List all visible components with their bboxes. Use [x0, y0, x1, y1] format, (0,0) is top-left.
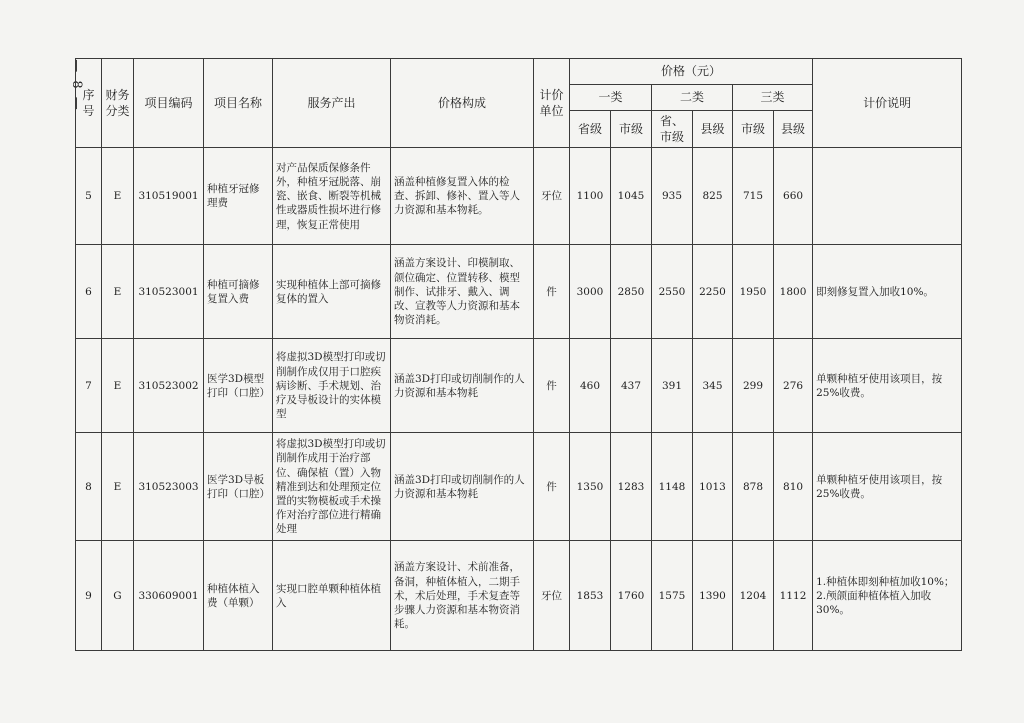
note-line: 2.颅颌面种植体植入加收30%。: [816, 589, 932, 616]
cell-price: 825: [693, 148, 733, 245]
header-code: 项目编码: [134, 59, 204, 148]
header-sub-level: 省、市级: [652, 111, 693, 148]
cell-note: 即刻修复置入加收10%。: [813, 245, 962, 339]
cell-service: 将虚拟3D模型打印或切削制作成仅用于口腔疾病诊断、手术规划、治疗及导板设计的实体模型: [273, 339, 391, 433]
cell-price: 1045: [611, 148, 652, 245]
cell-price: 1800: [774, 245, 813, 339]
cell-category: E: [102, 433, 134, 541]
cell-seq: 6: [76, 245, 102, 339]
cell-composition: 涵盖方案设计、术前准备，备洞，种植体植入，二期手术，术后处理，手术复查等步骤人力资源和基本物资消耗。: [391, 541, 534, 651]
cell-name: 种植体植入费（单颗）: [204, 541, 273, 651]
cell-unit: 件: [534, 339, 570, 433]
cell-price: 1575: [652, 541, 693, 651]
price-table: [75, 58, 962, 651]
table-row: [76, 433, 962, 541]
cell-price: 1350: [570, 433, 611, 541]
cell-composition: 涵盖方案设计、印模制取、颌位确定、位置转移、模型制作、试排牙、戴入、调改、宣教等人力资源和基本物资消耗。: [391, 245, 534, 339]
cell-price: 1013: [693, 433, 733, 541]
cell-price: 1112: [774, 541, 813, 651]
cell-seq: 5: [76, 148, 102, 245]
cell-note: [813, 541, 962, 651]
header-sub-level: 省级: [570, 111, 611, 148]
header-name: 项目名称: [204, 59, 273, 148]
header-service: 服务产出: [273, 59, 391, 148]
cell-category: E: [102, 339, 134, 433]
cell-composition: 涵盖种植修复置入体的检查、拆卸、修补、置入等人力资源和基本物耗。: [391, 148, 534, 245]
cell-price: 391: [652, 339, 693, 433]
header-sub-level: 县级: [693, 111, 733, 148]
header-sub-level: 市级: [733, 111, 774, 148]
cell-note: 单颗种植牙使用该项目，按25%收费。: [813, 433, 962, 541]
header-row: [76, 59, 962, 85]
header-class3: 三类: [733, 85, 813, 111]
cell-composition: 涵盖3D打印或切削制作的人力资源和基本物耗: [391, 339, 534, 433]
header-class2: 二类: [652, 85, 733, 111]
header-sub-level: 市级: [611, 111, 652, 148]
cell-service: 实现种植体上部可摘修复体的置入: [273, 245, 391, 339]
cell-price: 1100: [570, 148, 611, 245]
cell-note: 单颗种植牙使用该项目，按25%收费。: [813, 339, 962, 433]
cell-seq: 7: [76, 339, 102, 433]
cell-price: 2850: [611, 245, 652, 339]
table-row: [76, 339, 962, 433]
cell-price: 1148: [652, 433, 693, 541]
cell-price: 935: [652, 148, 693, 245]
cell-price: 299: [733, 339, 774, 433]
cell-price: 660: [774, 148, 813, 245]
table-row: [76, 541, 962, 651]
cell-code: 310523002: [134, 339, 204, 433]
header-seq: 序号: [76, 59, 102, 148]
header-class1: 一类: [570, 85, 652, 111]
cell-price: 1950: [733, 245, 774, 339]
cell-seq: 9: [76, 541, 102, 651]
cell-price: 437: [611, 339, 652, 433]
cell-price: 276: [774, 339, 813, 433]
header-category: 财务分类: [102, 59, 134, 148]
cell-price: 1853: [570, 541, 611, 651]
cell-service: 实现口腔单颗种植体植入: [273, 541, 391, 651]
cell-service: 将虚拟3D模型打印或切削制作成用于治疗部位、确保植（置）入物精准到达和处理预定位置的实物模板或手术操作对治疗部位进行精确处理: [273, 433, 391, 541]
cell-price: 1760: [611, 541, 652, 651]
cell-composition: 涵盖3D打印或切削制作的人力资源和基本物耗: [391, 433, 534, 541]
cell-category: G: [102, 541, 134, 651]
cell-category: E: [102, 148, 134, 245]
cell-unit: 牙位: [534, 541, 570, 651]
cell-seq: 8: [76, 433, 102, 541]
cell-name: 医学3D模型打印（口腔）: [204, 339, 273, 433]
cell-price: 1283: [611, 433, 652, 541]
header-note: 计价说明: [813, 59, 962, 148]
table-row: [76, 148, 962, 245]
cell-code: 310519001: [134, 148, 204, 245]
header-composition: 价格构成: [391, 59, 534, 148]
cell-category: E: [102, 245, 134, 339]
cell-price: 715: [733, 148, 774, 245]
cell-name: 种植可摘修复置入费: [204, 245, 273, 339]
cell-price: 810: [774, 433, 813, 541]
cell-name: 种植牙冠修理费: [204, 148, 273, 245]
page-number: — 8 —: [68, 59, 84, 112]
cell-code: 310523003: [134, 433, 204, 541]
cell-price: 345: [693, 339, 733, 433]
table-row: [76, 245, 962, 339]
header-unit: 计价单位: [534, 59, 570, 148]
header-price: 价格（元）: [570, 59, 813, 85]
cell-price: 2550: [652, 245, 693, 339]
cell-unit: 件: [534, 433, 570, 541]
header-sub-level: 县级: [774, 111, 813, 148]
cell-code: 310523001: [134, 245, 204, 339]
cell-unit: 件: [534, 245, 570, 339]
cell-price: 460: [570, 339, 611, 433]
cell-price: 3000: [570, 245, 611, 339]
cell-service: 对产品保质保修条件外，种植牙冠脱落、崩瓷、嵌食、断裂等机械性或器质性损坏进行修理，恢复正常使用: [273, 148, 391, 245]
cell-price: 2250: [693, 245, 733, 339]
cell-price: 878: [733, 433, 774, 541]
note-line: 1.种植体即刻种植加收10%；: [816, 575, 955, 588]
cell-code: 330609001: [134, 541, 204, 651]
cell-note: [813, 148, 962, 245]
cell-price: 1390: [693, 541, 733, 651]
cell-unit: 牙位: [534, 148, 570, 245]
cell-price: 1204: [733, 541, 774, 651]
cell-name: 医学3D导板打印（口腔）: [204, 433, 273, 541]
